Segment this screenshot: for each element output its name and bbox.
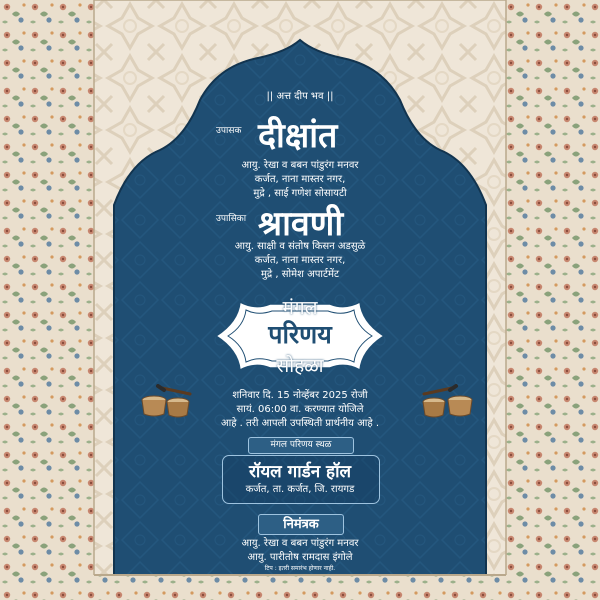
bride-name: श्रावणी (258, 204, 344, 244)
host-line-2: आयु. पारीतोष रामदास इंगोले (247, 552, 353, 563)
ceremony-title-line-3: सोहळा (276, 355, 324, 377)
groom-name: दीक्षांत (258, 116, 338, 156)
footnote: टिप : इतरी समारंभ होणार नाही. (264, 565, 336, 572)
host-line-1: आयु. रेखा व बबन पांडुरंग मनवर (241, 538, 359, 549)
venue-address: कर्जत, ता. कर्जत, जि. रायगड (245, 484, 355, 495)
bride-address-line-3: मुद्रे , सोमेश अपार्टमेंट (260, 269, 340, 280)
invitation-heading-badge: निमंत्रक (258, 514, 344, 535)
groom-address-line-1: आयु. रेखा व बबन पांडुरंग मनवर (241, 160, 359, 171)
bride-address-line-1: आयु. साक्षी व संतोष किसन अडसुळे (234, 241, 366, 252)
ceremony-title-line-1: मंगल (282, 297, 318, 319)
event-date-line: शनिवार दि. 15 नोव्हेंबर 2025 रोजी (232, 390, 368, 401)
groom-address-line-3: मुद्रे , साई गणेश सोसायटी (253, 188, 347, 199)
blessing-text: || अत्त दीप भव || (266, 91, 334, 102)
venue-heading-badge: मंगल परिणय स्थळ (248, 437, 354, 454)
ceremony-title-frame (210, 296, 390, 376)
venue-name: रॉयल गार्डन हॉल (248, 462, 352, 482)
ceremony-title-line-2: परिणय (268, 320, 332, 349)
event-time-line: सायं. 06:00 वा. करण्यात योजिले (236, 404, 364, 415)
groom-address-line-2: कर्जत, नाना मास्तर नगर, (254, 174, 346, 185)
bride-address-line-2: कर्जत, नाना मास्तर नगर, (254, 255, 346, 266)
event-request-line: आहे . तरी आपली उपस्थिती प्रार्थनीय आहे . (220, 418, 380, 429)
groom-prefix: उपासक (216, 126, 242, 136)
bride-prefix: उपासिका (216, 214, 247, 224)
